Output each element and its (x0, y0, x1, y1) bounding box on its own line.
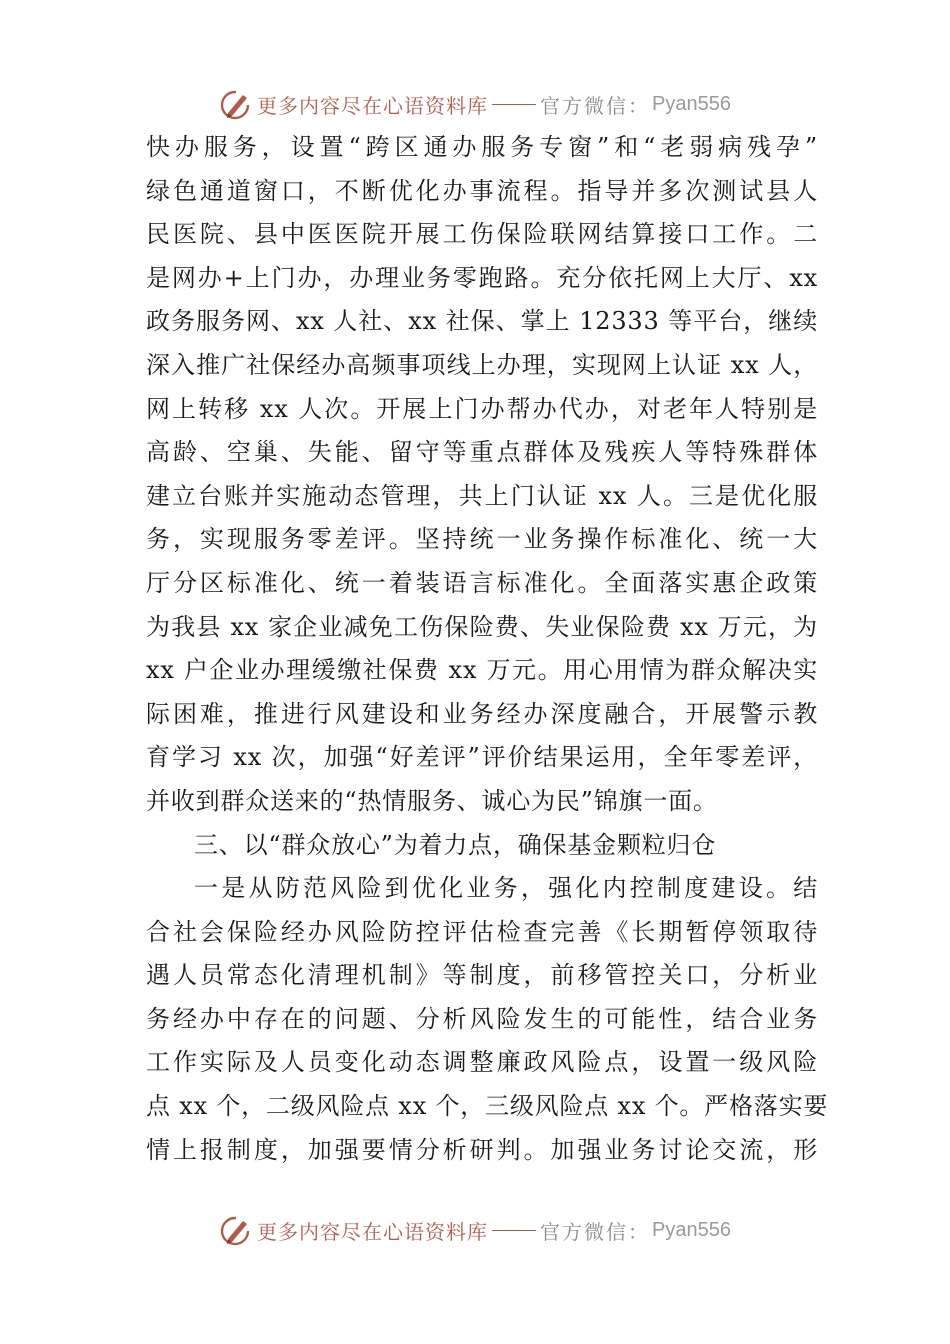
text-line: 情上报制度，加强要情分析研判。加强业务讨论交流，形 (146, 1135, 818, 1164)
text-line: 一是从防范风险到优化业务，强化内控制度建设。结 (194, 874, 818, 903)
text-line: xx 户企业办理缓缴社保费 xx 万元。用心用情为群众解决实 (146, 656, 818, 685)
banner-text: 更多内容尽在心语资料库 (257, 1219, 489, 1244)
banner-contact: 官方微信： (540, 93, 651, 118)
banner-contact: 官方微信： (540, 1219, 651, 1244)
banner-id: Pyan556 (652, 92, 731, 115)
banner-dash (492, 1230, 536, 1231)
text-line: 政务服务网、xx 人社、xx 社保、掌上 12333 等平台，继续 (146, 307, 818, 336)
text-line: 务，实现服务零差评。坚持统一业务操作标准化、统一大 (146, 525, 818, 554)
text-line: 点 xx 个，二级风险点 xx 个，三级风险点 xx 个。严格落实要 (146, 1092, 829, 1121)
text-line: 深入推广社保经办高频事项线上办理，实现网上认证 xx 人， (146, 350, 818, 379)
text-line: 建立台账并实施动态管理，共上门认证 xx 人。三是优化服 (146, 481, 818, 510)
text-line: 厅分区标准化、统一着装语言标准化。全面落实惠企政策 (146, 568, 818, 597)
banner-dash (492, 104, 536, 105)
text-line: 高龄、空巢、失能、留守等重点群体及残疾人等特殊群体 (146, 438, 818, 467)
text-line: 育学习 xx 次，加强“好差评”评价结果运用，全年零差评， (146, 743, 818, 772)
text-line: 遇人员常态化清理机制》等制度，前移管控关口，分析业 (146, 961, 818, 990)
document-body (146, 126, 829, 1172)
footer-banner (0, 1210, 950, 1250)
text-line: 网上转移 xx 人次。开展上门办帮办代办，对老年人特别是 (146, 394, 818, 423)
text-line: 并收到群众送来的“热情服务、诚心为民”锦旗一面。 (146, 786, 718, 815)
text-line: 际困难，推进行风建设和业务经办深度融合，开展警示教 (146, 699, 818, 728)
pen-logo-icon (219, 87, 253, 121)
text-line: 三、以“群众放心”为着力点，确保基金颗粒归仓 (194, 830, 717, 859)
text-line: 绿色通道窗口，不断优化办事流程。指导并多次测试县人 (146, 176, 818, 205)
text-line: 民医院、县中医医院开展工伤保险联网结算接口工作。二 (146, 220, 818, 249)
text-line: 为我县 xx 家企业减免工伤保险费、失业保险费 xx 万元，为 (146, 612, 818, 641)
text-line: 合社会保险经办风险防控评估检查完善《长期暂停领取待 (146, 917, 818, 946)
text-line: 工作实际及人员变化动态调整廉政风险点，设置一级风险 (146, 1048, 818, 1077)
banner-text: 更多内容尽在心语资料库 (257, 93, 489, 118)
pen-logo-icon (219, 1213, 253, 1247)
header-banner (0, 84, 950, 124)
banner-id: Pyan556 (652, 1218, 731, 1241)
text-line: 务经办中存在的问题、分析风险发生的可能性，结合业务 (146, 1004, 818, 1033)
text-line: 是网办+上门办，办理业务零跑路。充分依托网上大厅、xx (146, 263, 818, 292)
text-line: 快办服务，设置“跨区通办服务专窗”和“老弱病残孕” (146, 133, 818, 161)
